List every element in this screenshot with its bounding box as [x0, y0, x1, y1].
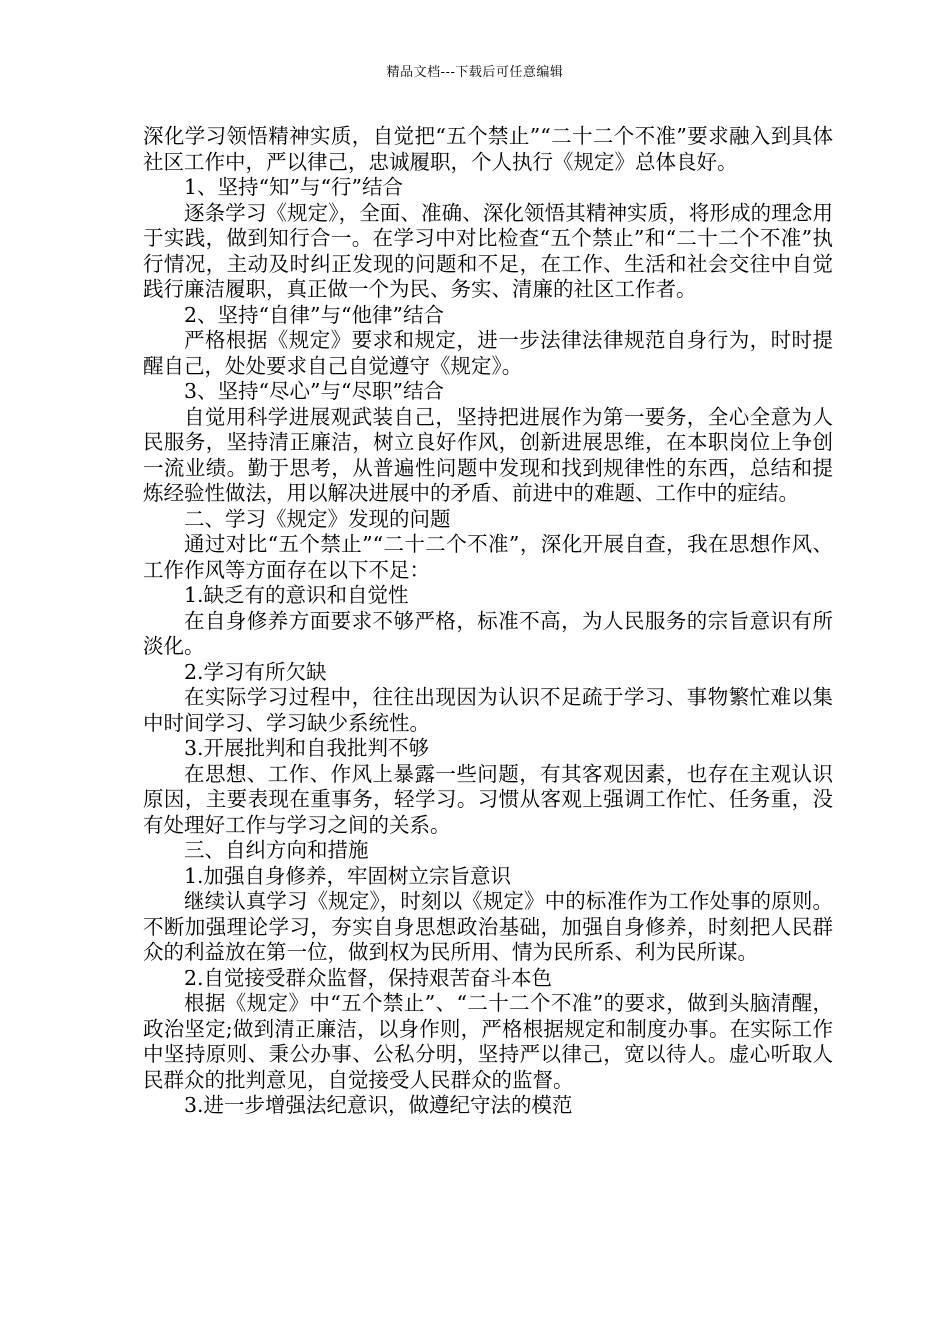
paragraph: 在自身修养方面要求不够严格，标准不高，为人民服务的宗旨意识有所淡化。: [143, 608, 833, 658]
section-heading: 1.缺乏有的意识和自觉性: [184, 583, 409, 607]
paragraph: 通过对比“五个禁止”“二十二个不准”，深化开展自查，我在思想作风、工作作风等方面存在以下不足：: [143, 532, 833, 582]
paragraph: 自觉用科学进展观武装自己，坚持把进展作为第一要务，全心全意为人民服务，坚持清正廉洁，树立良好作风，创新进展思维，在本职岗位上争创一流业绩。勤于思考，从普遍性问题中发现和找到规律性的东西，总结和提炼经验性做法，用以解决进展中的矛盾、前进中的难题、工作中的症结。: [143, 404, 833, 505]
section-heading: 3.开展批判和自我批判不够: [184, 736, 430, 760]
section-heading: 2、坚持“自律”与“他律”结合: [184, 302, 444, 327]
section-heading: 3.进一步增强法纪意识，做遵纪守法的模范: [184, 1093, 573, 1117]
section-heading: 3、坚持“尽心”与“尽职”结合: [184, 379, 444, 403]
paragraph: 深化学习领悟精神实质，自觉把“五个禁止”“二十二个不准”要求融入到具体社区工作中，严以律己，忠诚履职，个人执行《规定》总体良好。: [143, 124, 833, 174]
page-header: 精品文档---下载后可任意编辑: [386, 65, 564, 80]
paragraph: 在思想、工作、作风上暴露一些问题，有其客观因素，也存在主观认识原因，主要表现在重事务，轻学习。习惯从客观上强调工作忙、任务重，没有处理好工作与学习之间的关系。: [143, 761, 833, 837]
section-heading: 2.学习有所欠缺: [184, 659, 327, 684]
section-heading: 1.加强自身修养，牢固树立宗旨意识: [184, 863, 512, 888]
paragraph: 严格根据《规定》要求和规定，进一步法律法律规范自身行为，时时提醒自己，处处要求自己自觉遵守《规定》。: [143, 328, 833, 378]
section-heading: 1、坚持“知”与“行”结合: [184, 175, 403, 199]
section-heading: 三、自纠方向和措施: [184, 838, 369, 862]
paragraph: 继续认真学习《规定》，时刻以《规定》中的标准作为工作处事的原则。不断加强理论学习，夯实自身思想政治基础，加强自身修养，时刻把人民群众的利益放在第一位，做到权为民所用、情为民所系、利为民所谋。: [143, 889, 833, 964]
section-heading: 二、学习《规定》发现的问题: [184, 506, 451, 531]
paragraph: 根据《规定》中“五个禁止”、“二十二个不准”的要求，做到头脑清醒，政治坚定;做到清正廉洁，以身作则，严格根据规定和制度办事。在实际工作中坚持原则、秉公办事、公私分明，坚持严以律己，宽以待人。虚心听取人民群众的批判意见，自觉接受人民群众的监督。: [143, 991, 833, 1092]
paragraph: 逐条学习《规定》，全面、准确、深化领悟其精神实质，将形成的理念用于实践，做到知行合一。在学习中对比检查“五个禁止”和“二十二个不准”执行情况，主动及时纠正发现的问题和不足，在工作、生活和社会交往中自觉践行廉洁履职，真正做一个为民、务实、清廉的社区工作者。: [143, 200, 833, 301]
document-body: [143, 124, 833, 1119]
section-heading: 2.自觉接受群众监督，保持艰苦奋斗本色: [184, 965, 553, 990]
paragraph: 在实际学习过程中，往往出现因为认识不足疏于学习、事物繁忙难以集中时间学习、学习缺少系统性。: [143, 685, 833, 735]
